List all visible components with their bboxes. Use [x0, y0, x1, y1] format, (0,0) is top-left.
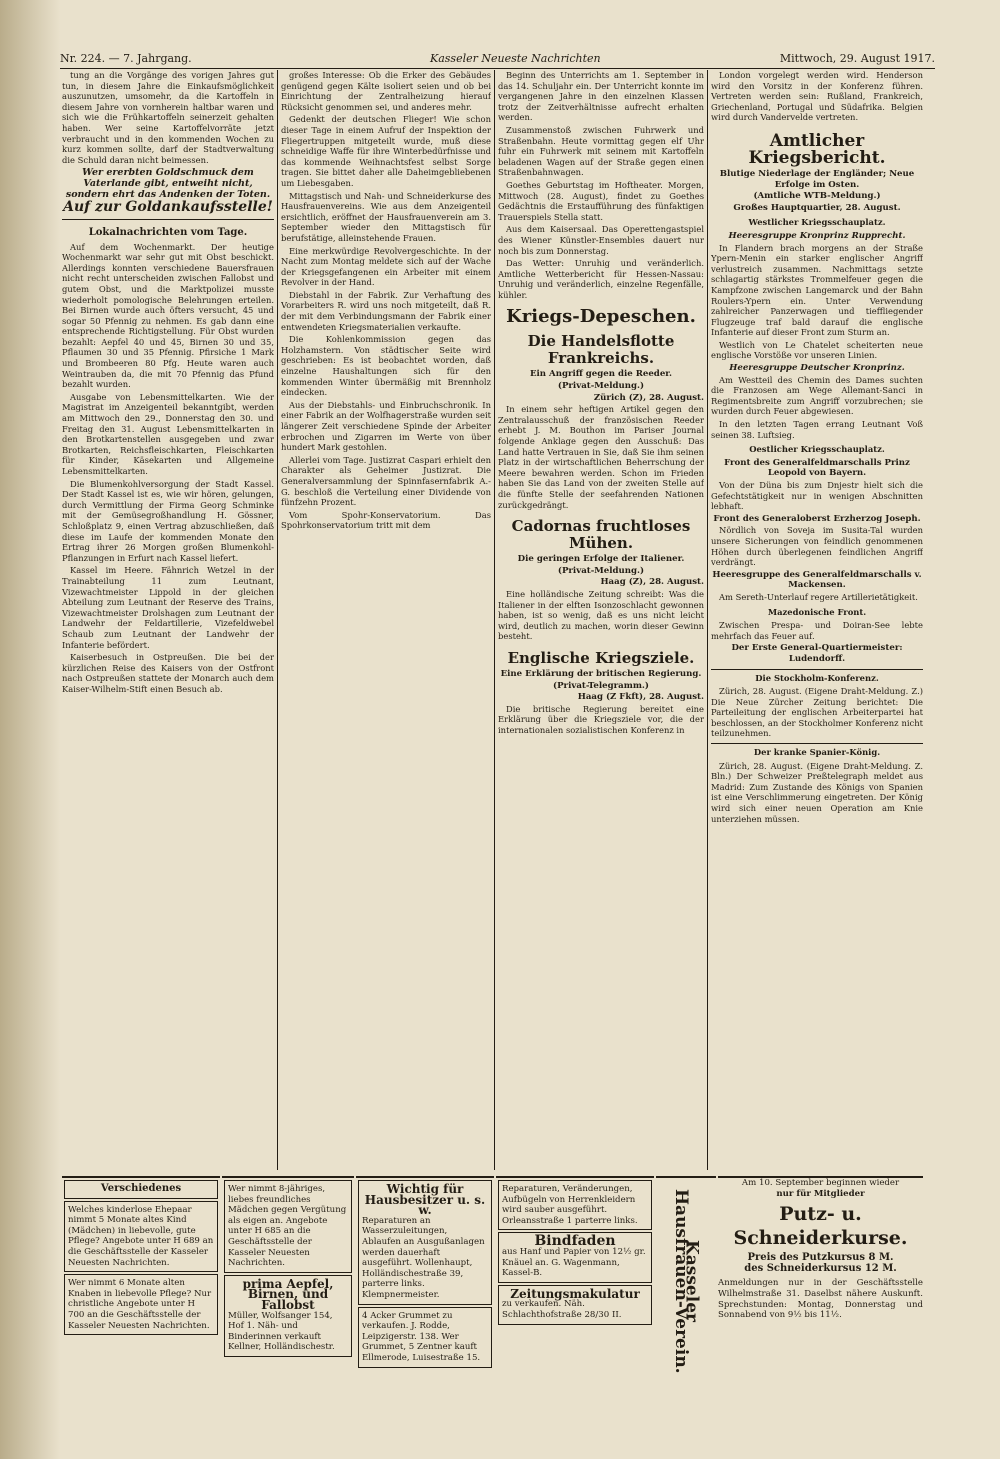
- classified-ad: Wer nimmt 6 Monate alten Knaben in liebevolle Pflege? Nur christliche Angebote unter H 700 an die Geschäftsstelle der Kasseler Neuesten Nachrichten.: [64, 1274, 218, 1335]
- article-dateline: Haag (Z), 28. August.: [600, 577, 704, 588]
- article-text: Von der Düna bis zum Dnjestr hielt sich die Gefechtstätigkeit nur in wenigen Abschnitten lebhaft.: [711, 480, 923, 512]
- article-text: Goethes Geburtstag im Hoftheater. Morgen, Mittwoch (28. August), findet zu Goethes Gedächtnis die Erstaufführung des fünfaktigen Trauerspiels Stella statt.: [498, 179, 704, 222]
- war-dispatches-headline: Kriegs-Depeschen.: [506, 306, 696, 328]
- ad-headline: Zeitungsmakulatur: [510, 1286, 640, 1301]
- classified-ad: [498, 1232, 652, 1282]
- ad-headline: prima Aepfel, Birnen, und Fallobst: [242, 1276, 334, 1312]
- article-text: Zwischen Prespa- und Doiran-See lebte mehrfach das Feuer auf.: [711, 620, 923, 641]
- issue-date: Mittwoch, 29. August 1917.: [779, 52, 935, 65]
- article-text: Die Kohlenkommission gegen das Holzhamstern. Von städtischer Seite wird geschrieben: Es ist beobachtet worden, daß einzelne Haushaltungen sich für den kommenden Winter übermäßig mit Brennholz eindecken.: [281, 334, 491, 398]
- article-source: (Privat-Meldung.): [557, 381, 645, 392]
- article-text: Die britische Regierung bereitet eine Erklärung über die Kriegsziele vor, die der internationalen sozialistischen Konferenz in: [498, 703, 704, 735]
- ad-text: Anmeldungen nur in der Geschäftsstelle Wilhelmstraße 31. Daselbst nähere Auskunft. Sprechstunden: Montag, Donnerstag und Sonnabend von 9½ bis 11½.: [718, 1278, 923, 1321]
- article-text: Mittagstisch und Nah- und Schneiderkurse des Hausfrauenvereins. Wie aus dem Anzeigenteil ersichtlich, eröffnet der Hausfrauenverein am 3. September wieder den Mittagstisch für berufstätige, alleinstehende Frauen.: [281, 190, 491, 243]
- ad-text: nur für Mitglieder: [776, 1188, 865, 1199]
- ad-section-title: Verschiedenes: [64, 1180, 218, 1199]
- article-text: Kaiserbesuch in Ostpreußen. Die bei der kürzlichen Reise des Kaisers von der Ostfront nach Ostpreußen stattete der Monarch auch dem Kaiser-Wilhelm-Stift einen Besuch ab.: [62, 652, 274, 694]
- article-text: Vom Spohr-Konservatorium. Das Spohrkonservatorium tritt mit dem: [281, 509, 491, 531]
- article-source: (Privat-Telegramm.): [553, 680, 649, 691]
- army-group-heading: Heeresgruppe Kronprinz Rupprecht.: [728, 230, 906, 241]
- article-subheadline: Blutige Niederlage der Engländer; Neue Erfolge im Osten.: [719, 168, 915, 190]
- article-text: Das Wetter: Unruhig und veränderlich. Amtliche Wetterbericht für Hessen-Nassau: Unruhig und veränderlich, einzelne Regenfälle, kühler.: [498, 258, 704, 300]
- association-name-vertical: Kasseler Hausfrauen-Verein.: [671, 1188, 702, 1374]
- ad-column-5: [656, 1176, 716, 1378]
- article-headline: Die Handelsflotte Frankreichs.: [527, 332, 675, 368]
- article-text: Die Blumenkohlversorgung der Stadt Kassel. Der Stadt Kassel ist es, wie wir hören, gelungen, durch Vermittlung der Firma Georg Schminke mit der Gemüsegroßhandlung H. Gössner, Schloßplatz 9, einen Vertrag abzuschließen, daß diese im Laufe der kommenden Monate den Ertrag ihrer 26 Morgen großen Blumenkohl-Pflanzungen in Erfurt nach Kassel liefert.: [62, 478, 274, 563]
- article-text: In einem sehr heftigen Artikel gegen den Zentralausschuß der französischen Reeder erhebt J. M. Bouthon im Pariser Journal folgende Anklage gegen den Ausschuß: Das Land hatte Vertrauen in Sie, daß Sie ihm seinen Platz in der wirtschaftlichen Beherrschung der Meere bewahren werden. Schon im Frieden haben Sie das Land von der zweiten Stelle auf die fünfte Stelle der seefahrenden Nationen zurückgedrängt.: [498, 404, 704, 510]
- war-report-headline: Amtlicher Kriegsbericht.: [748, 130, 886, 168]
- classified-ad: [358, 1180, 492, 1305]
- article-text: Kassel im Heere. Fähnrich Wetzel in der Trainabteilung 11 zum Leutnant, Vizewachtmeister Lippold in der gleichen Abteilung zum Leutnant der Reserve des Trains, Vizewachtmeister Drolshagen zum Leutnant der Landwehr der Feldartillerie, Vizefeldwebel Schaub zum Leutnant der Landwehr der Infanterie befördert.: [62, 565, 274, 650]
- ad-column-3: [356, 1176, 494, 1378]
- ad-headline: Wichtig für Hausbesitzer u. s. w.: [364, 1182, 486, 1218]
- ad-text: Am 10. September beginnen wieder: [741, 1178, 900, 1188]
- article-subheadline: Ein Angriff gegen die Reeder.: [529, 369, 673, 380]
- section-heading: Oestlicher Kriegsschauplatz.: [749, 444, 885, 455]
- column-3: [498, 70, 704, 1170]
- ad-column-4: [496, 1176, 654, 1378]
- section-heading: Westlicher Kriegsschauplatz.: [748, 217, 886, 228]
- article-headline: Englische Kriegsziele.: [507, 648, 695, 667]
- article-text: London vorgelegt werden wird. Henderson wird den Vorsitz in der Konferenz führen. Vertreten werden sein: Rußland, Frankreich, Griechenland, Portugal und Südafrika. Belgien wird durch Vandervelde vertreten.: [711, 70, 923, 123]
- signature: Der Erste General-Quartiermeister: Ludendorff.: [731, 643, 903, 664]
- column-1: [62, 70, 274, 1170]
- article-text: Eine holländische Zeitung schreibt: Was die Italiener in der elften Isonzoschlacht gewonnen haben, ist so wenig, daß es uns nicht leicht wird, deutlich zu machen, worin dieser Gewinn besteht.: [498, 588, 704, 642]
- classified-ad: Reparaturen, Veränderungen, Aufbügeln von Herrenkleidern wird sauber ausgeführt. Orleansstraße 1 parterre links.: [498, 1180, 652, 1230]
- ad-text: aus Hanf und Papier von 12½ gr. Knäuel an. G. Wagenmann, Kassel-B.: [502, 1246, 646, 1279]
- gold-appeal-headline: Auf zur Goldankaufsstelle!: [62, 202, 274, 220]
- article-dateline: Großes Hauptquartier, 28. August.: [733, 202, 901, 213]
- article-headline: Cadornas fruchtloses Mühen.: [511, 517, 691, 553]
- article-text: Am Sereth-Unterlauf regere Artillerietätigkeit.: [719, 591, 918, 602]
- section-heading: Lokalnachrichten vom Tage.: [88, 226, 248, 238]
- article-text: tung an die Vorgänge des vorigen Jahres gut tun, in diesem Jahre die Einkaufsmöglichkeit auszunutzen, umsomehr, da die Kartoffeln in diesem Jahre von vornherein haltbar waren und sich wie die Frühkartoffeln seinerzeit gehalten haben. Wer seine Kartoffelvorräte jetzt verbraucht und in den kommenden Wochen zu kurz kommen sollte, darf der Stadtverwaltung die Schuld daran nicht beimessen.: [62, 70, 274, 165]
- article-dateline: Zürich (Z), 28. August.: [593, 392, 704, 403]
- article-text: Auf dem Wochenmarkt. Der heutige Wochenmarkt war sehr gut mit Obst beschickt. Allerdings konnten verschiedene Bauersfrauen nicht recht unterscheiden zwischen Fallobst und gutem Obst, und die Marktpolizei musste wiederholt pomologische Belehrungen erteilen. Bei Birnen wurde auch öfters versucht, 45 und sogar 50 Pfennig zu nehmen. Es gab dann eine entsprechende Richtigstellung. Für Obst wurden bezahlt: Aepfel 40 und 45, Birnen 30 und 35, Pflaumen 30 und 35 Pfennig. Pfirsiche 1 Mark und Brombeeren 80 Pfg. Heute waren auch Weintrauben da, die mit 70 Pfennig das Pfund bezahlt wurden.: [62, 241, 274, 390]
- article-text: Beginn des Unterrichts am 1. September in das 14. Schuljahr ein. Der Unterricht konnte im vergangenen Jahre in den einzelnen Klassen trotz der Zeitverhältnisse aufrecht erhalten werden.: [498, 70, 704, 123]
- course-price: Preis des Putzkursus 8 M.: [747, 1252, 894, 1264]
- article-text: Nördlich von Soveja im Susita-Tal wurden unsere Sicherungen von feindlich genommenen Höhen durch überlegenen feindlichen Angriff verdrängt.: [711, 525, 923, 568]
- article-text: Ausgabe von Lebensmittelkarten. Wie der Magistrat im Anzeigenteil bekanntgibt, werden am Mittwoch den 29., Donnerstag den 30. und Freitag den 31. August Lebensmittelkarten in den Brotkartenstellen ausgegeben und zwar Brotkarten, Reichsfleischkarten, Fleischkarten für Kinder, Käsekarten und Allgemeine Lebensmittelkarten.: [62, 391, 274, 476]
- article-text: Zusammenstoß zwischen Fuhrwerk und Straßenbahn. Heute vormittag gegen elf Uhr fuhr ein Fuhrwerk mit seinem mit Kartoffeln beladenen Wagen auf der Straße gegen einen Straßenbahnwagen.: [498, 124, 704, 178]
- army-group-heading: Heeresgruppe des Generalfeldmarschalls v. Mackensen.: [712, 569, 922, 591]
- article-source: (Amtliche WTB-Meldung.): [753, 191, 881, 202]
- section-heading: Mazedonische Front.: [767, 606, 867, 617]
- ad-column-1: [62, 1176, 220, 1378]
- article-headline: Der kranke Spanier-König.: [711, 743, 923, 758]
- army-group-heading: Heeresgruppe Deutscher Kronprinz.: [729, 363, 905, 374]
- classified-ad: Welches kinderlose Ehepaar nimmt 5 Monate altes Kind (Mädchen) in liebevolle, gute Pflege? Angebote unter H 689 an die Geschäftsstelle der Kasseler Neuesten Nachrichten.: [64, 1201, 218, 1273]
- courses-headline: Putz- u. Schneiderkurse.: [733, 1203, 908, 1250]
- newspaper-name: Kasseler Neueste Nachrichten: [430, 52, 601, 65]
- classified-ad: [224, 1275, 352, 1357]
- page-edge-shadow: [0, 0, 60, 1459]
- article-headline: Die Stockholm-Konferenz.: [711, 669, 923, 684]
- article-text: Zürich, 28. August. (Eigene Draht-Meldung. Z.) Die Neue Zürcher Zeitung berichtet: Die Parteileitung der englischen Arbeiterpartei hat beschlossen, an der Stockholmer Konferenz nicht teilzunehmen.: [711, 686, 923, 739]
- article-text: Am Westteil des Chemin des Dames suchten die Franzosen am Wege Allemant-Sanci in Regimentsbreite zum Angriff vorzubrechen; sie wurden durch Feuer abgewiesen.: [711, 374, 923, 417]
- course-price: des Schneiderkursus 12 M.: [744, 1262, 897, 1274]
- column-rule: [277, 70, 278, 1170]
- issue-number: Nr. 224. — 7. Jahrgang.: [60, 52, 192, 65]
- article-text: Allerlei vom Tage. Justizrat Caspari erhielt den Charakter als Geheimer Justizrat. Die Generalversammlung der Spinnfasernfabrik A.-G. beschloß die Verteilung einer Dividende von fünfzehn Prozent.: [281, 454, 491, 508]
- classified-ad: 4 Acker Grummet zu verkaufen. J. Rodde, Leipzigerstr. 138. Wer Grummet, 5 Zentner kauft Ellmerode, Luisestraße 15.: [358, 1307, 492, 1368]
- army-group-heading: Front des Generaloberst Erzherzog Joseph.: [713, 513, 921, 524]
- ad-text: Müller, Wolfsanger 154, Hof 1. Näh- und Binderinnen verkauft Kellner, Holländischestr.: [228, 1310, 335, 1353]
- article-text: Eine merkwürdige Revolvergeschichte. In der Nacht zum Montag meldete sich auf der Wache der Kriegsgefangenen ein Arbeiter mit einem Revolver in der Hand.: [281, 245, 491, 288]
- ad-headline: Bindfaden: [534, 1233, 616, 1250]
- ad-column-6: [718, 1176, 923, 1378]
- article-subheadline: Die geringen Erfolge der Italiener.: [517, 554, 685, 565]
- article-text: großes Interesse: Ob die Erker des Gebäudes genügend gegen Kälte isoliert seien und ob bei Einrichtung der Zentralheizung hierauf Rücksicht genommen sei, und anderes mehr.: [281, 70, 491, 112]
- article-text: Westlich von Le Chatelet scheiterten neue englische Vorstöße vor unseren Linien.: [711, 339, 923, 361]
- classified-ad: [498, 1285, 652, 1325]
- page-header: [60, 52, 935, 69]
- ad-text: zu verkaufen. Näh. Schlachthofstraße 28/30 II.: [502, 1299, 622, 1320]
- article-text: Diebstahl in der Fabrik. Zur Verhaftung des Vorarbeiters R. wird uns noch mitgeteilt, daß R. der mit dem Verbindungsmann der Fabrik einer entwendeten Kriegsmaterialien verkaufte.: [281, 289, 491, 332]
- article-text: Gedenkt der deutschen Flieger! Wie schon dieser Tage in einem Aufruf der Inspektion der Fliegertruppen mitgeteilt wurde, muß diese schneidige Waffe für ihre Winterbedürfnisse und das kommende Weihnachtsfest selbst Sorge tragen. Sie bittet daher alle Daheimgebliebenen um Liebesgaben.: [281, 114, 491, 188]
- article-text: Aus der Diebstahls- und Einbruchschronik. In einer Fabrik an der Wolfhagerstraße wurden seit längerer Zeit verschiedene Spinde der Arbeiter erbrochen und Zigarren im Werte von über hundert Mark gestohlen.: [281, 399, 491, 453]
- classified-ad: Wer nimmt 8-jähriges, liebes freundliches Mädchen gegen Vergütung als eigen an. Angebote unter H 685 an die Geschäftsstelle der Kasseler Neuesten Nachrichten.: [224, 1180, 352, 1273]
- column-4: [711, 70, 923, 1170]
- ad-text: Reparaturen an Wasserzuleitungen, Ablaufen an Ausgußanlagen werden dauerhaft ausgeführt. Wollenhaupt, Holländischestraße 39, parterre links. Klempnermeister.: [362, 1215, 485, 1300]
- column-rule: [494, 70, 495, 1170]
- gold-appeal: Wer ererbten Goldschmuck dem Vaterlande gibt, entweiht nicht, sondern ehrt das Andenken der Toten.: [65, 167, 271, 201]
- ad-column-2: [222, 1176, 354, 1378]
- article-subheadline: Eine Erklärung der britischen Regierung.: [500, 668, 702, 679]
- army-group-heading: Front des Generalfeldmarschalls Prinz Leopold von Bayern.: [724, 457, 910, 479]
- article-text: Aus dem Kaisersaal. Das Operettengastspiel des Wiener Künstler-Ensembles dauert nur noch bis zum Donnerstag.: [498, 224, 704, 256]
- article-text: In Flandern brach morgens an der Straße Ypern-Menin ein starker englischer Angriff verlustreich zusammen. Nachmittags setzte schlagartig stärkstes Trommelfeuer gegen die Kampfzone zwischen Langemarck und der Bahn Roulers-Ypern ein. Unter Verwendung zahlreicher Panzerwagen und tieffliegender Flugzeuge traf bald darauf die englische Infanterie auf dieser Front zum Sturm an.: [711, 242, 923, 338]
- column-rule: [707, 70, 708, 1170]
- article-text: In den letzten Tagen errang Leutnant Voß seinen 38. Luftsieg.: [711, 419, 923, 440]
- article-dateline: Haag (Z Fkft), 28. August.: [577, 692, 704, 703]
- column-2: [281, 70, 491, 1170]
- article-source: (Privat-Meldung.): [557, 565, 645, 576]
- article-text: Zürich, 28. August. (Eigene Draht-Meldung. Z. Bln.) Der Schweizer Preßtelegraph meldet aus Madrid: Zum Zustande des Königs von Spanien ist eine Verschlimmerung eingetreten. Der König wird sich einer neuen Operation am Knie unterziehen müssen.: [711, 760, 923, 824]
